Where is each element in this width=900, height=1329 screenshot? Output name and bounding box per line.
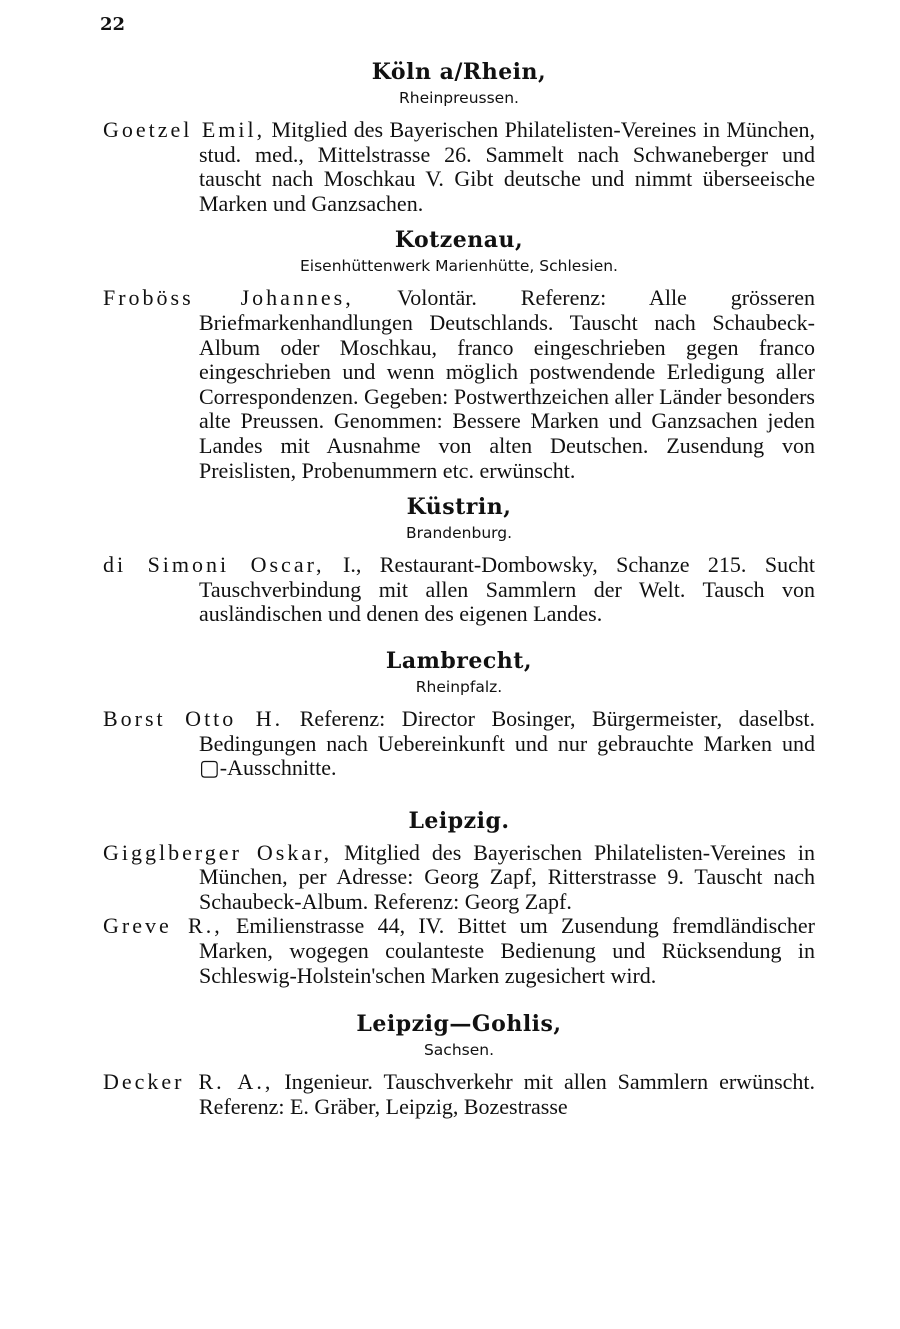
entry-text: Mitglied des Bayerischen Philatelisten-Vereines in München, stud. med., Mittelstrasse 26. Sammelt nach Schwaneberger und tauscht nach Moschkau V. Gibt deutsche und nimmt überseeische Marken und Ganzsachen. (199, 117, 816, 216)
entry-text: Referenz: Director Bosinger, Bürgermeister, daselbst. Bedingungen nach Uebereinkunft und nur gebrauchte Marken und ▢-Ausschnitte. (199, 705, 816, 781)
section-leipzig (103, 807, 815, 989)
entry-name: Gigglberger Oskar, (103, 839, 333, 865)
directory-entry (103, 1070, 815, 1119)
section-kotzenau (103, 226, 815, 483)
section-leipzig-gohlis (103, 1010, 815, 1119)
entry-name: Borst Otto H. (103, 705, 284, 731)
directory-entry (103, 707, 815, 781)
region-subheading: Rheinpfalz. (415, 677, 503, 696)
place-heading: Leipzig—Gohlis, (356, 1011, 562, 1038)
entry-text: Ingenieur. Tauschverkehr mit allen Sammlern erwünscht. Referenz: E. Gräber, Leipzig, Bozestrasse (199, 1069, 816, 1119)
place-heading: Küstrin, (406, 494, 512, 521)
place-heading: Kotzenau, (394, 227, 524, 254)
directory-entry (103, 553, 815, 627)
directory-entry (103, 914, 815, 988)
section-koeln (103, 58, 815, 216)
directory-page (103, 58, 815, 1119)
place-heading: Leipzig. (408, 807, 510, 834)
directory-entry (103, 118, 815, 216)
region-subheading: Eisenhüttenwerk Marienhütte, Schlesien. (300, 257, 618, 276)
place-heading: Lambrecht, (385, 647, 533, 674)
entry-text: Volontär. Referenz: Alle grösseren Briefmarkenhandlungen Deutschlands. Tauscht nach Schaubeck-Album oder Moschkau, franco eingeschrieben gegen franco eingeschrieben und wenn möglich postwendende Erledigung aller Correspondenzen. Gegeben: Postwerthzeichen aller Länder besonders alte Preussen. Genommen: Bessere Marken und Ganzsachen jeden Landes mit Ausnahme von alten Deutschen. Zusendung von Preislisten, Probenummern etc. erwünscht. (199, 285, 816, 483)
entry-name: Froböss Johannes, (103, 285, 354, 311)
place-heading: Köln a/Rhein, (371, 59, 547, 85)
directory-entry (103, 286, 815, 483)
entry-text: Emilienstrasse 44, IV. Bittet um Zusendung fremdländischer Marken, wogegen coulanteste Bedienung und Rücksendung in Schleswig-Holstein'schen Marken zugesichert wird. (199, 913, 816, 988)
entry-name: Goetzel Emil, (103, 117, 266, 142)
entry-name: Decker R. A., (103, 1069, 274, 1095)
entry-text: Mitglied des Bayerischen Philatelisten-Vereines in München, per Adresse: Georg Zapf, Ritterstrasse 9. Tauscht nach Schaubeck-Album. Referenz: Georg Zapf. (199, 839, 816, 914)
directory-entry (103, 841, 815, 915)
region-subheading: Rheinpreussen. (399, 89, 519, 107)
section-lambrecht (103, 647, 815, 781)
page-number: 22 (100, 14, 126, 35)
entry-name: Greve R., (103, 913, 223, 939)
region-subheading: Sachsen. (423, 1041, 495, 1060)
region-subheading: Brandenburg. (405, 524, 513, 543)
entry-text: I., Restaurant-Dombowsky, Schanze 215. Sucht Tauschverbindung mit allen Sammlern der Welt. Tausch von ausländischen und denen des eigenen Landes. (199, 552, 815, 627)
section-kuestrin (103, 493, 815, 627)
entry-name: di Simoni Oscar, (103, 552, 325, 578)
